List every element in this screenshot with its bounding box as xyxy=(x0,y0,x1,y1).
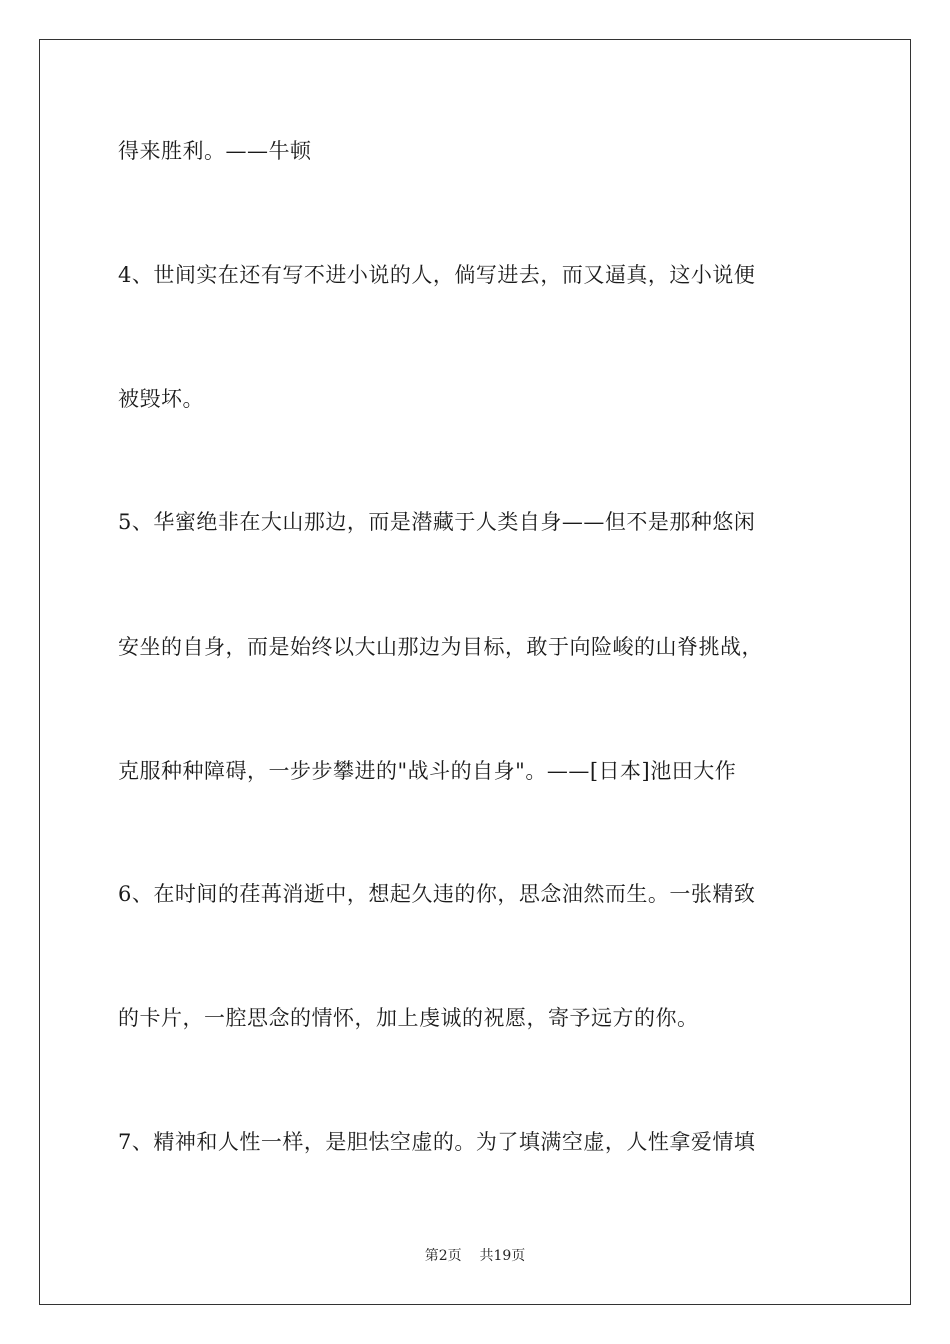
text-line: 7、精神和人性一样，是胆怯空虚的。为了填满空虚，人性拿爱情填 xyxy=(118,1130,756,1154)
page-footer xyxy=(0,1247,950,1265)
text-line: 被毁坏。 xyxy=(118,387,204,411)
page-border xyxy=(39,39,911,1305)
text-line: 安坐的自身，而是始终以大山那边为目标，敢于向险峻的山脊挑战， xyxy=(118,635,763,659)
total-pages: 共19页 xyxy=(479,1248,526,1264)
page-number: 第2页 xyxy=(424,1248,462,1264)
text-line: 得来胜利。——牛顿 xyxy=(118,139,312,163)
text-line: 6、在时间的荏苒消逝中，想起久违的你，思念油然而生。一张精致 xyxy=(118,882,756,906)
text-line: 5、华蜜绝非在大山那边，而是潜藏于人类自身——但不是那种悠闲 xyxy=(118,510,756,534)
text-line: 克服种种障碍，一步步攀进的"战斗的自身"。——[日本]池田大作 xyxy=(118,759,737,783)
text-line: 的卡片，一腔思念的情怀，加上虔诚的祝愿，寄予远方的你。 xyxy=(118,1006,699,1030)
text-line: 4、世间实在还有写不进小说的人，倘写进去，而又逼真，这小说便 xyxy=(118,263,756,287)
